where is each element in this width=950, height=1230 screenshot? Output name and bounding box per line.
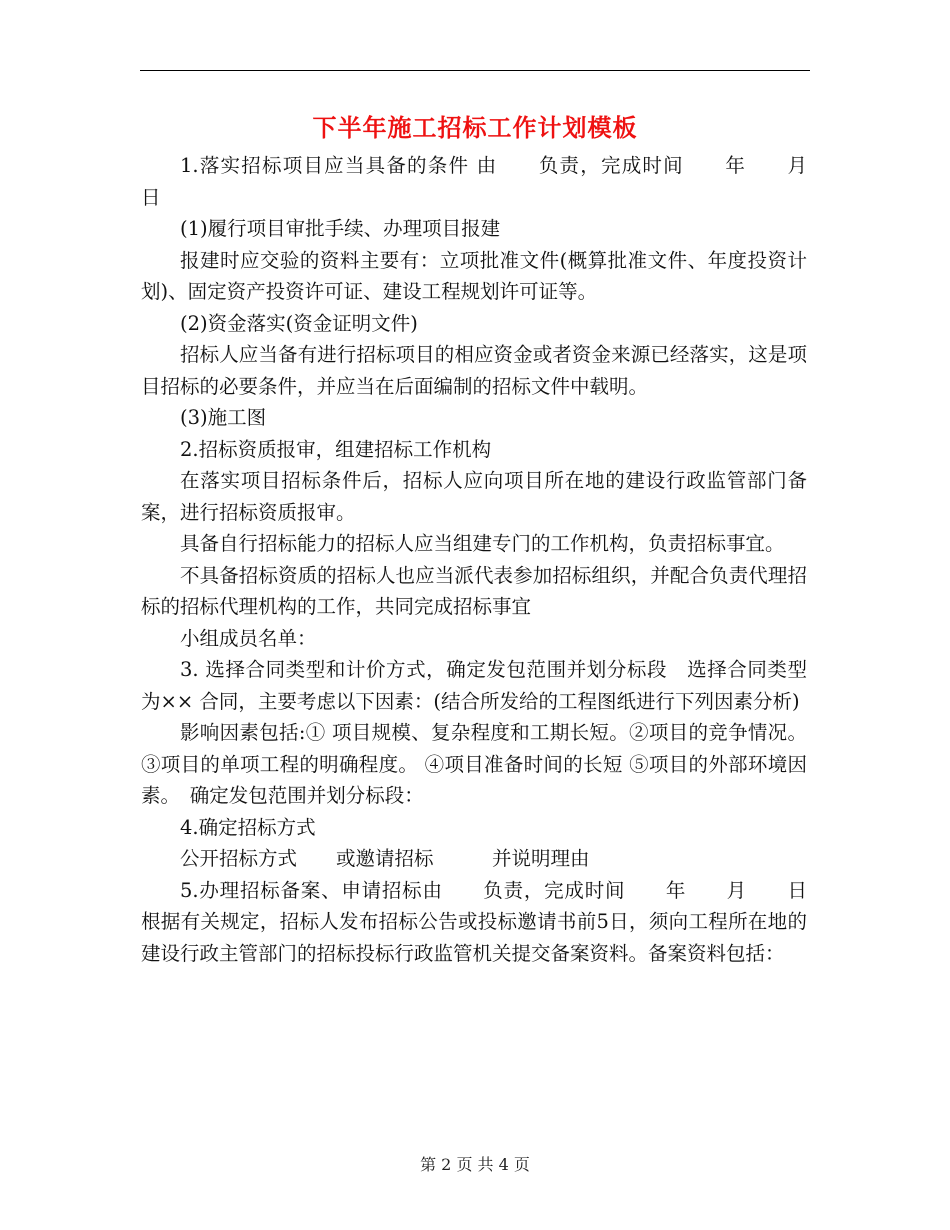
document-title: 下半年施工招标工作计划模板 bbox=[312, 113, 638, 142]
paragraph: 影响因素包括:① 项目规模、复杂程度和工期长短。②项目的竞争情况。③项目的单项工程的明确程度。 ④项目准备时间的长短 ⑤项目的外部环境因素。 确定发包范围并划分标段： bbox=[141, 721, 807, 807]
header-rule bbox=[140, 70, 810, 71]
document-body bbox=[141, 150, 847, 969]
paragraph: (3)施工图 bbox=[180, 406, 267, 429]
paragraph: 5.办理招标备案、申请招标由 负责，完成时间 年 月 日 根据有关规定，招标人发布招标公告或投标邀请书前5日，须向工程所在地的建设行政主管部门的招标投标行政监管机关提交备案资料。备案资料包括： bbox=[141, 878, 807, 965]
paragraph: 不具备招标资质的招标人也应当派代表参加招标组织，并配合负责代理招标的招标代理机构的工作，共同完成招标事宜 bbox=[141, 563, 807, 618]
paragraph: (1)履行项目审批手续、办理项目报建 bbox=[180, 217, 501, 240]
paragraph: 1.落实招标项目应当具备的条件 由 负责，完成时间 年 月 日 bbox=[141, 154, 847, 209]
paragraph: 在落实项目招标条件后，招标人应向项目所在地的建设行政监管部门备案，进行招标资质报审。 bbox=[141, 469, 807, 524]
paragraph: (2)资金落实(资金证明文件) bbox=[180, 311, 418, 335]
paragraph: 4.确定招标方式 bbox=[180, 815, 316, 839]
paragraph: 公开招标方式 或邀请招标 并说明理由 bbox=[180, 847, 590, 870]
paragraph: 小组成员名单： bbox=[180, 626, 317, 650]
paragraph: 具备自行招标能力的招标人应当组建专门的工作机构，负责招标事宜。 bbox=[180, 532, 785, 555]
paragraph: 招标人应当备有进行招标项目的相应资金或者资金来源已经落实，这是项目招标的必要条件，并应当在后面编制的招标文件中载明。 bbox=[141, 343, 807, 398]
paragraph: 报建时应交验的资料主要有：立项批准文件(概算批准文件、年度投资计划)、固定资产投资许可证、建设工程规划许可证等。 bbox=[141, 248, 807, 303]
paragraph: 2.招标资质报审，组建招标工作机构 bbox=[180, 437, 492, 461]
paragraph: 3. 选择合同类型和计价方式，确定发包范围并划分标段 选择合同类型为×× 合同，主要考虑以下因素：(结合所发给的工程图纸进行下列因素分析) bbox=[141, 658, 807, 713]
page-number: 第 2 页 共 4 页 bbox=[420, 1155, 530, 1174]
